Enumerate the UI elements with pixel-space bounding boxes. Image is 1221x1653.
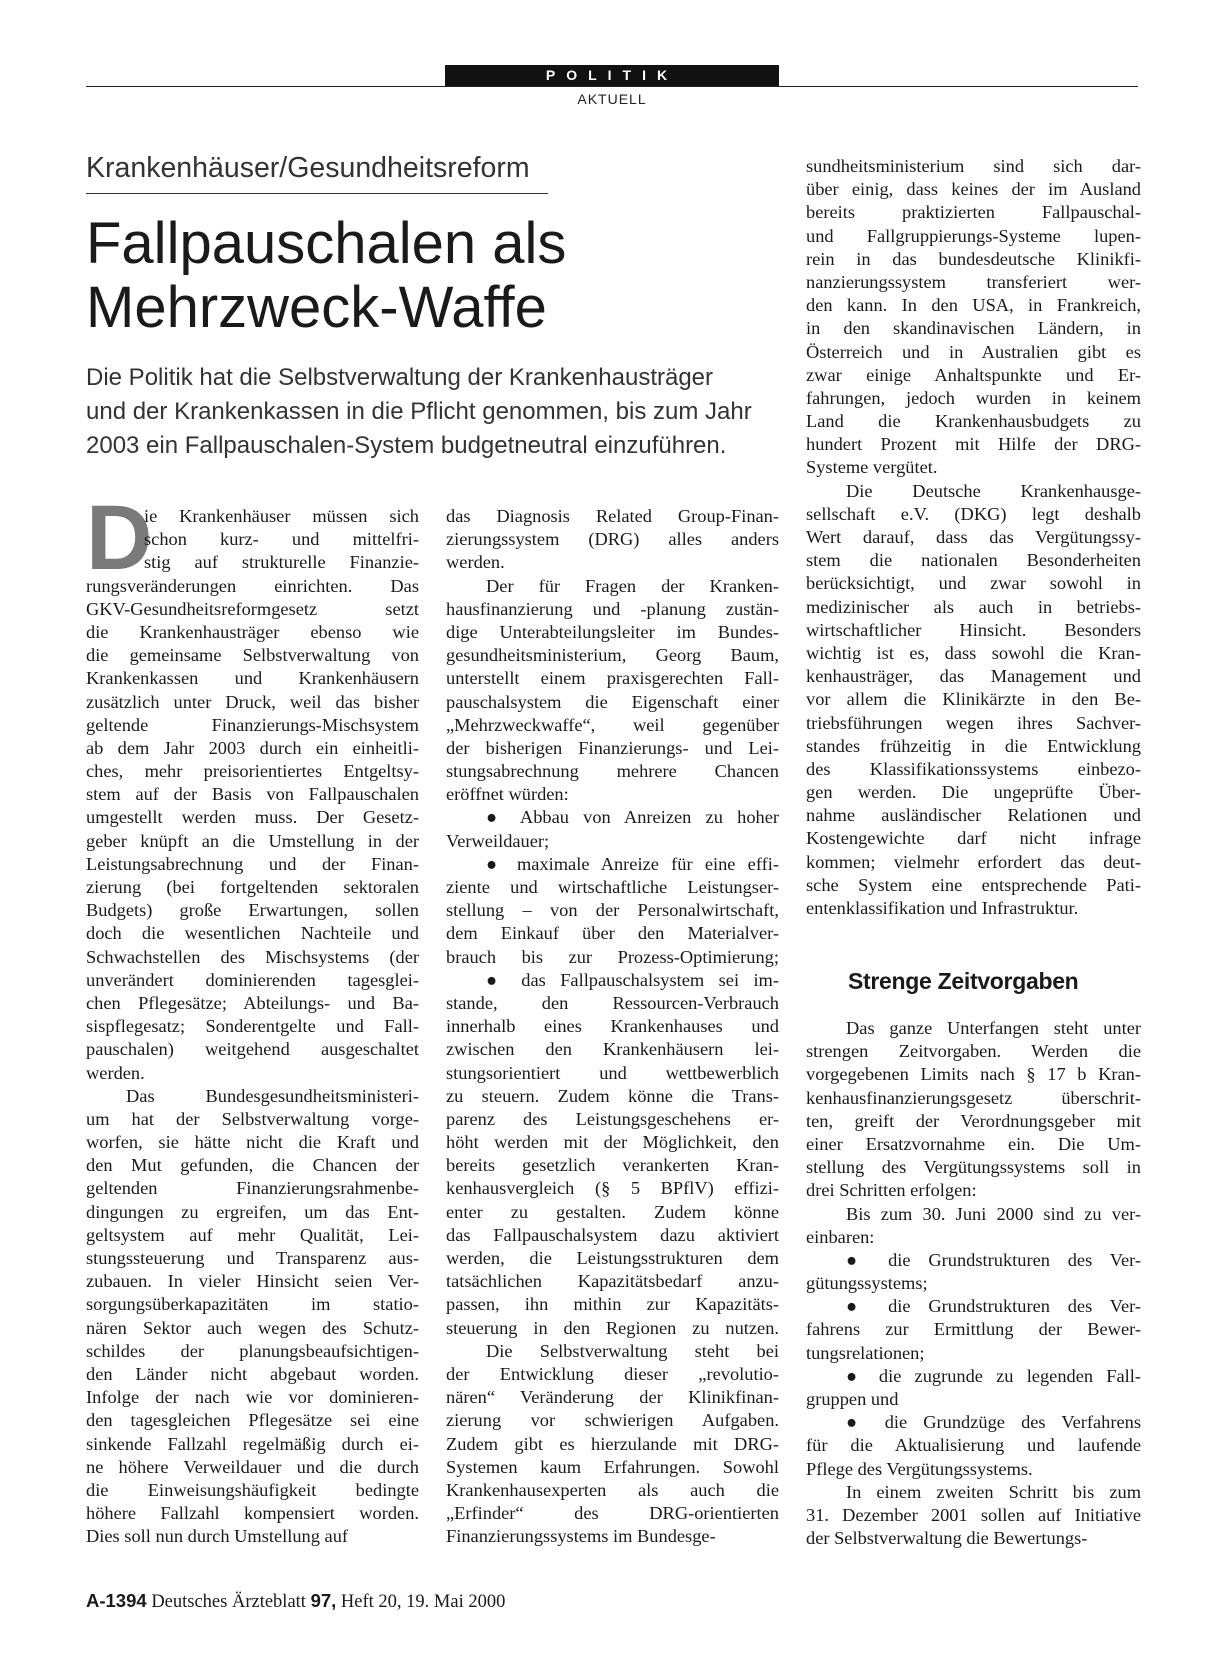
text-line: triebsführungen wegen ihres Sachver- <box>806 712 1141 733</box>
text-line: sellschaft e.V. (DKG) legt deshalb <box>806 503 1141 524</box>
text-line: tatsächlichen Kapazitätsbedarf anzu- <box>446 1271 779 1292</box>
body-column-3-continued <box>806 1017 1141 1550</box>
text-line: vorgegebenen Limits nach § 17 b Kran- <box>806 1064 1141 1085</box>
text-line: der Selbstverwaltung die Bewertungs- <box>806 1528 1088 1549</box>
text-line: des Klassifikationssystems einbezo- <box>806 758 1141 779</box>
journal-volume: 97, <box>310 1590 337 1611</box>
text-line: ● maximale Anreize für eine effi- <box>486 853 779 874</box>
text-line: Systeme vergütet. <box>806 457 938 478</box>
text-line: höht werden mit der Möglichkeit, den <box>446 1132 779 1153</box>
journal-issue: Heft 20, 19. Mai 2000 <box>340 1592 506 1612</box>
text-line: sche System eine entsprechende Pati- <box>806 874 1141 895</box>
article-lead <box>86 361 766 463</box>
text-line: den tagesgleichen Pflegesätze sei eine <box>86 1410 419 1431</box>
text-line: enter zu gestalten. Zudem könne <box>446 1201 779 1222</box>
section-label: POLITIK <box>445 65 779 86</box>
text-line: dige Unterabteilungsleiter im Bundes- <box>446 621 779 642</box>
text-line: brauch bis zur Prozess-Optimierung; <box>446 946 779 967</box>
text-line: über einig, dass keines der im Ausland <box>806 179 1141 200</box>
text-line: GKV-Gesundheitsreformgesetz setzt <box>86 598 419 619</box>
text-line: ● die Grundstrukturen des Ver- <box>846 1296 1141 1317</box>
subsection-label: AKTUELL <box>577 91 647 107</box>
text-line: kenhausträger, das Management und <box>806 666 1141 687</box>
text-line: umgestellt werden muss. Der Gesetz- <box>86 807 419 828</box>
text-line: ● die Grundzüge des Verfahrens <box>846 1412 1141 1433</box>
text-line: Budgets) große Erwartungen, sollen <box>86 900 419 921</box>
text-line: ● Abbau von Anreizen zu hoher <box>486 807 779 828</box>
lead-line: Die Politik hat die Selbstverwaltung der Krankenhausträger <box>86 364 714 391</box>
text-line: rungsveränderungen einrichten. Das <box>86 575 419 596</box>
text-line: Leistungsabrechnung und der Finan- <box>86 853 419 874</box>
lead-line: 2003 ein Fallpauschalen-System budgetneutral einzuführen. <box>86 432 727 459</box>
text-line: geltenden Finanzierungsrahmenbe- <box>86 1178 419 1199</box>
text-line: ie Krankenhäuser müssen sich <box>144 506 419 526</box>
section-subheading: Strenge Zeitvorgaben <box>848 968 1079 994</box>
text-line: 31. Dezember 2001 sollen auf Initiative <box>806 1504 1141 1525</box>
journal-name: Deutsches Ärzteblatt <box>151 1592 306 1612</box>
text-line: gesundheitsministerium, Georg Baum, <box>446 645 779 666</box>
text-line: pauschalsystem die Eigenschaft einer <box>446 691 779 712</box>
body-column-3 <box>806 155 1141 920</box>
text-line: nären“ Veränderung der Klinikfinan- <box>446 1387 779 1408</box>
text-line: zu steuern. Zudem könne die Trans- <box>446 1085 779 1106</box>
text-line: ● das Fallpauschalsystem sei im- <box>486 969 779 990</box>
text-line: pauschalen) weitgehend ausgeschaltet <box>86 1039 419 1060</box>
text-line: einbaren: <box>806 1226 875 1247</box>
text-line: kenhausfinanzierungsgesetz überschrit- <box>806 1087 1141 1108</box>
text-line: zubauen. In vieler Hinsicht seien Ver- <box>86 1271 419 1292</box>
text-line: worfen, sie hätte nicht die Kraft und <box>86 1132 419 1153</box>
text-line: standes frühzeitig in die Entwicklung <box>806 735 1141 756</box>
text-line: Infolge der nach wie vor dominieren- <box>86 1387 419 1408</box>
text-line: und Fallgruppierungs-Systeme lupen- <box>806 225 1141 246</box>
text-line: sundheitsministerium sind sich dar- <box>806 156 1141 176</box>
text-line: Systemen kaum Erfahrungen. Sowohl <box>446 1456 779 1477</box>
text-line: ziente und wirtschaftliche Leistungser- <box>446 877 779 897</box>
text-line: sispflegesatz; Sonderentgelte und Fall- <box>86 1016 419 1037</box>
text-line: für die Aktualisierung und laufende <box>806 1435 1141 1456</box>
text-line: Die Deutsche Krankenhausge- <box>846 480 1141 501</box>
text-line: unverändert dominierenden tagesglei- <box>86 969 419 990</box>
text-line: stellung – von der Personalwirtschaft, <box>446 900 779 921</box>
text-line: geltende Finanzierungs-Mischsystem <box>86 714 419 735</box>
text-line: Bis zum 30. Juni 2000 sind zu ver- <box>846 1203 1141 1224</box>
text-line: dingungen zu ergreifen, um das Ent- <box>86 1201 419 1222</box>
text-line: strengen Zeitvorgaben. Werden die <box>806 1041 1141 1062</box>
text-line: ten, greift der Verordnungsgeber mit <box>806 1110 1141 1131</box>
text-line: passen, ihn mithin zur Kapazitäts- <box>446 1294 779 1315</box>
text-line: um hat der Selbstverwaltung vorge- <box>86 1108 419 1129</box>
lead-line: und der Krankenkassen in die Pflicht genommen, bis zum Jahr <box>86 398 752 425</box>
text-line: in den skandinavischen Ländern, in <box>806 318 1141 339</box>
text-line: werden. <box>86 1062 145 1083</box>
text-line: „Mehrzweckwaffe“, weil gegenüber <box>446 714 779 735</box>
text-line: sorgungsüberkapazitäten im statio- <box>86 1294 419 1315</box>
text-line: zusätzlich unter Druck, weil das bisher <box>86 691 419 712</box>
text-line: tungsrelationen; <box>806 1342 925 1363</box>
text-line: Der für Fragen der Kranken- <box>486 575 779 596</box>
article-kicker: Krankenhäuser/Gesundheitsreform <box>86 152 548 194</box>
text-line: werden, die Leistungsstrukturen dem <box>446 1248 779 1268</box>
text-line: das Diagnosis Related Group-Finan- <box>446 506 779 526</box>
text-line: Finanzierungssystems im Bundesge- <box>446 1526 716 1547</box>
text-line: berücksichtigt, und zwar sowohl in <box>806 573 1141 594</box>
header-rule <box>86 86 1138 87</box>
text-line: der bisherigen Finanzierungs- und Lei- <box>446 737 779 758</box>
text-line: entenklassifikation und Infrastruktur. <box>806 898 1079 918</box>
text-line: das Fallpauschalsystem dazu aktiviert <box>446 1224 779 1245</box>
text-line: nären Sektor auch wegen des Schutz- <box>86 1317 419 1338</box>
text-line: „Erfinder“ des DRG-orientierten <box>446 1503 779 1524</box>
text-line: medizinischer als auch in betriebs- <box>806 596 1141 617</box>
text-line: die Krankenhausträger ebenso wie <box>86 621 419 642</box>
text-line: Schwachstellen des Mischsystems (der <box>86 946 419 967</box>
headline-line: Mehrzweck-Waffe <box>86 275 547 340</box>
text-line: hausfinanzierung und -planung zustän- <box>446 598 779 619</box>
text-line: rein in das bundesdeutsche Klinikfi- <box>806 248 1141 269</box>
text-line: stungsorientiert und wettbewerblich <box>446 1062 779 1083</box>
text-line: Das Bundesgesundheitsministeri- <box>126 1085 419 1106</box>
text-line: drei Schritten erfolgen: <box>806 1180 977 1201</box>
text-line: die gemeinsame Selbstverwaltung von <box>86 645 419 666</box>
text-line: Wert darauf, dass das Vergütungssy- <box>806 527 1141 547</box>
text-line: stig auf strukturelle Finanzie- <box>144 552 419 573</box>
text-line: steuerung in den Regionen zu nutzen. <box>446 1317 779 1338</box>
text-line: ● die zugrunde zu legenden Fall- <box>846 1365 1141 1386</box>
text-line: dem Einkauf über den Materialver- <box>446 923 779 944</box>
text-line: zierung (bei fortgeltenden sektoralen <box>86 877 419 897</box>
text-line: bereits gesetzlich verankerten Kran- <box>446 1155 779 1176</box>
text-line: eröffnet würden: <box>446 784 569 805</box>
text-line: stungsabrechnung mehrere Chancen <box>446 761 779 782</box>
text-line: Dies soll nun durch Umstellung auf <box>86 1526 349 1547</box>
text-line: den Länder nicht abgebaut worden. <box>86 1363 419 1384</box>
text-line: geltsystem auf mehr Qualität, Lei- <box>86 1224 419 1245</box>
text-line: stungssteuerung und Transparenz aus- <box>86 1248 419 1268</box>
text-line: Krankenkassen und Krankenhäusern <box>86 668 419 689</box>
text-line: gen werden. Die ungeprüfte Über- <box>806 782 1141 803</box>
headline-line: Fallpauschalen als <box>86 211 567 276</box>
drop-cap: D <box>86 487 153 589</box>
text-line: zierung vor schwierigen Aufgaben. <box>446 1410 779 1431</box>
text-line: schildes der planungsbeaufsichtigen- <box>86 1340 419 1361</box>
text-line: stande, den Ressourcen-Verbrauch <box>446 992 779 1013</box>
text-line: Krankenhausexperten als auch die <box>446 1479 779 1500</box>
text-line: Verweildauer; <box>446 830 550 851</box>
text-line: der Entwicklung dieser „revolutio- <box>446 1363 779 1384</box>
page-footer <box>86 1590 505 1613</box>
text-line: fahrens zur Ermittlung der Bewer- <box>806 1319 1141 1340</box>
text-line: die Einweisungshäufigkeit bedingte <box>86 1479 419 1500</box>
text-line: gütungssystems; <box>806 1273 928 1294</box>
text-line: parenz des Leistungsgeschehens er- <box>446 1108 779 1129</box>
text-line: kommen; vielmehr erfordert das deut- <box>806 851 1141 872</box>
text-line: stem die nationalen Besonderheiten <box>806 550 1141 571</box>
text-line: fahrungen, jedoch wurden in keinem <box>806 387 1141 408</box>
text-line: stellung des Vergütungssystems soll in <box>806 1157 1141 1178</box>
text-line: doch die wesentlichen Nachteile und <box>86 923 419 944</box>
text-line: Österreich und in Australien gibt es <box>806 341 1141 362</box>
text-line: unterstellt einem praxisgerechten Fall- <box>446 668 779 689</box>
text-line: den kann. In den USA, in Frankreich, <box>806 295 1141 316</box>
text-line: gruppen und <box>806 1389 899 1409</box>
text-line: Zudem gibt es hierzulande mit DRG- <box>446 1433 779 1454</box>
text-line: zwischen den Krankenhäusern lei- <box>446 1039 779 1060</box>
text-line: höhere Fallzahl kompensiert worden. <box>86 1503 419 1524</box>
text-line: ches, mehr preisorientiertes Entgeltsy- <box>86 761 419 782</box>
body-column-2 <box>446 505 779 1548</box>
article-headline <box>86 212 726 340</box>
text-line: hundert Prozent mit Hilfe der DRG- <box>806 434 1141 455</box>
text-line: kenhausvergleich (§ 5 BPflV) effizi- <box>446 1178 779 1199</box>
text-line: chen Pflegesätze; Abteilungs- und Ba- <box>86 992 419 1013</box>
text-line: In einem zweiten Schritt bis zum <box>846 1481 1141 1502</box>
text-line: nahme ausländischer Relationen und <box>806 805 1141 826</box>
text-line: Land die Krankenhausbudgets zu <box>806 411 1141 432</box>
text-line: stem auf der Basis von Fallpauschalen <box>86 784 419 805</box>
text-line: sinkende Fallzahl regelmäßig durch ei- <box>86 1433 419 1454</box>
text-line: Kostengewichte darf nicht infrage <box>806 828 1141 849</box>
text-line: bereits praktizierten Fallpauschal- <box>806 202 1141 223</box>
text-line: Die Selbstverwaltung steht bei <box>486 1340 779 1361</box>
body-column-1 <box>86 505 419 1548</box>
text-line: ab dem Jahr 2003 durch ein einheitli- <box>86 737 419 758</box>
text-line: den Mut gefunden, die Chancen der <box>86 1155 419 1176</box>
text-line: wirtschaftlicher Hinsicht. Besonders <box>806 619 1141 640</box>
text-line: nanzierungssystem transferiert wer- <box>806 271 1141 292</box>
text-line: innerhalb eines Krankenhauses und <box>446 1016 779 1037</box>
text-line: Das ganze Unterfangen steht unter <box>846 1018 1141 1038</box>
text-line: vor allem die Klinikärzte in den Be- <box>806 689 1141 710</box>
text-line: ne höhere Verweildauer und die durch <box>86 1456 419 1477</box>
text-line: geber knüpft an die Umstellung in der <box>86 830 419 851</box>
text-line: einer Ersatzvornahme ein. Die Um- <box>806 1133 1141 1154</box>
text-line: schon kurz- und mittelfri- <box>144 529 419 550</box>
text-line: zierungssystem (DRG) alles anders <box>446 529 779 550</box>
text-line: Pflege des Vergütungssystems. <box>806 1458 1033 1479</box>
text-line: ● die Grundstrukturen des Ver- <box>846 1249 1141 1270</box>
text-line: zwar einige Anhaltspunkte und Er- <box>806 364 1141 385</box>
page-number: A-1394 <box>86 1590 147 1611</box>
text-line: wichtig ist es, dass sowohl die Kran- <box>806 642 1141 663</box>
text-line: werden. <box>446 552 505 573</box>
